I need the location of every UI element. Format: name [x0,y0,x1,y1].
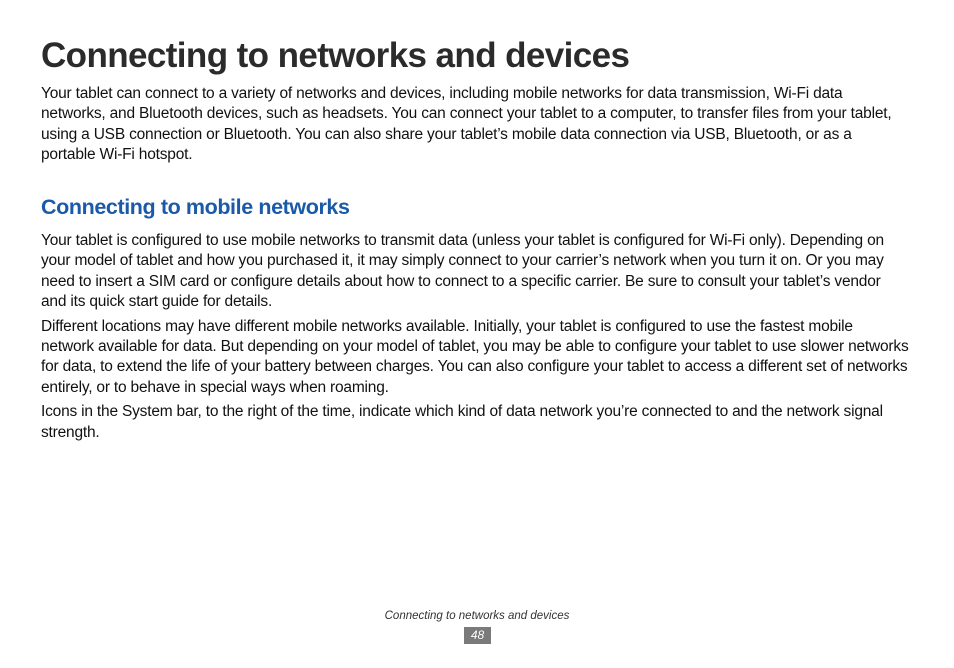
intro-paragraph: Your tablet can connect to a variety of networks and devices, including mobile networks for data transmission, Wi-Fi data networks, and Bluetooth devices, such as headsets. You can connect your tablet to a computer, to transfer files from your tablet, using a USB connection or Bluetooth. You can also share your tablet’s mobile data connection via USB, Bluetooth, or as a portable Wi-Fi hotspot. [41,85,892,164]
footer-label: Connecting to networks and devices [384,610,570,622]
body-paragraph-2: Different locations may have different mobile networks available. Initially, your tablet is configured to use the fastest mobile network available for data. But depending on your model of tablet, you may be able to configure your tablet to use slower networks for data, to extend the life of your battery between charges. You can also configure your tablet to access a different set of networks entirely, or to behave in special ways when roaming. [41,317,909,396]
page-title: Connecting to networks and devices [41,36,630,75]
section-body [41,231,909,447]
body-paragraph-1: Your tablet is configured to use mobile networks to transmit data (unless your tablet is configured for Wi-Fi only). Depending on your model of tablet and how you purchased it, it may simply connect to your carrier’s network when you turn it on. Or you may need to insert a SIM card or configure details about how to connect to a specific carrier. Be sure to consult your tablet’s vendor and its quick start guide for details. [41,232,884,311]
body-paragraph-3: Icons in the System bar, to the right of the time, indicate which kind of data network you’re connected to and the network signal strength. [41,403,883,441]
page-number: 48 [464,627,491,644]
section-heading: Connecting to mobile networks [41,195,350,219]
